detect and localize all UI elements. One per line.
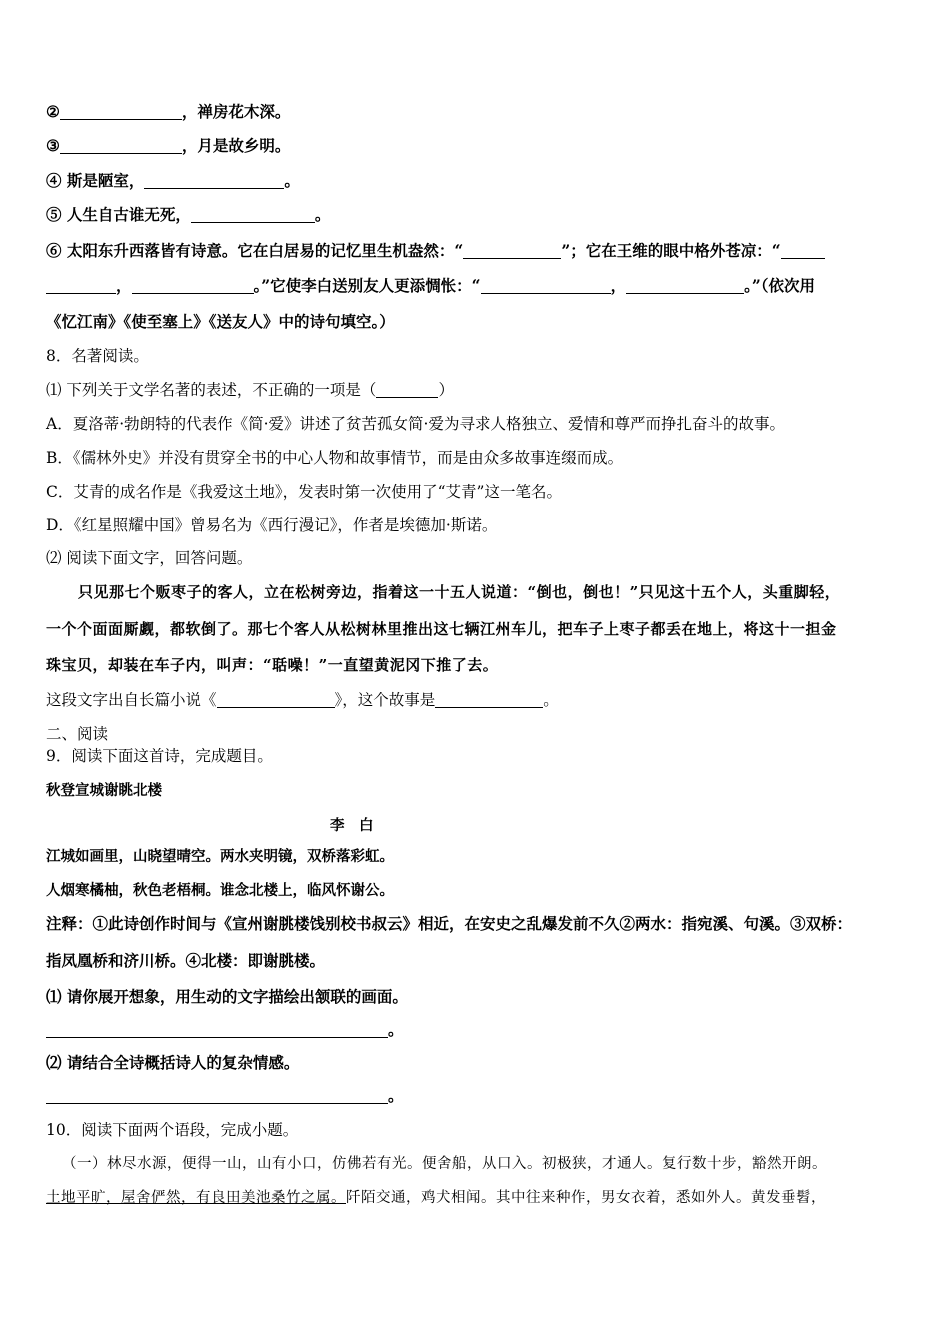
q8-option-b: B．《儒林外史》并没有贯穿全书的中心人物和故事情节，而是由众多故事连缀而成。 (46, 449, 624, 467)
answer-blank[interactable] (144, 172, 284, 189)
q7-item-6-line1 (46, 240, 825, 262)
q7-item-5 (46, 204, 330, 226)
q9-sub2: ⑵ 请结合全诗概括诗人的复杂情感。 (46, 1053, 300, 1072)
answer-blank[interactable] (60, 103, 182, 120)
q7-item-6-line3 (46, 311, 395, 333)
q7-item-6-line2 (46, 275, 815, 297)
q9-sub1: ⑴ 请你展开想象，用生动的文字描绘出颔联的画面。 (46, 987, 408, 1006)
answer-blank[interactable] (781, 242, 825, 259)
item-6-text-d: 。”（依次用 (744, 276, 816, 295)
item-3-number: ③ (46, 136, 60, 155)
poem-notes-2: 指凤凰桥和济川桥。④北楼：即谢朓楼。 (46, 951, 326, 970)
q9-answer-1 (46, 1019, 404, 1041)
item-5-text: ⑤ 人生自古谁无死， (46, 205, 191, 224)
item-4-text: ④ 斯是陋室， (46, 171, 145, 190)
q9-heading: 9．阅读下面这首诗，完成题目。 (46, 747, 273, 765)
answer-blank[interactable] (626, 277, 744, 294)
q8-option-c: C．艾青的成名作是《我爱这土地》，发表时第一次使用了“艾青”这一笔名。 (46, 483, 562, 501)
q10-heading: 10．阅读下面两个语段，完成小题。 (46, 1121, 299, 1139)
item-6-text-a: ⑥ 太阳东升西落皆有诗意。它在白居易的记忆里生机盎然：“ (46, 241, 464, 260)
q7-item-2 (46, 101, 290, 123)
answer-line[interactable] (46, 1087, 388, 1104)
answer-blank[interactable] (463, 242, 561, 259)
item-2-number: ② (46, 102, 60, 121)
poem-notes-1: 注释：①此诗创作时间与《宣州谢朓楼饯别校书叔云》相近，在安史之乱爆发前不久②两水：指宛溪、句溪。③双桥： (46, 914, 853, 933)
q8-fill-end: 。 (543, 691, 559, 709)
passage-line-2: 一个个面面厮觑，都软倒了。那七个客人从松树林里推出这七辆江州车儿，把车子上枣子都丢在地上，将这十一担金 (46, 620, 837, 638)
poem-line-1: 江城如画里，山晓望晴空。两水夹明镜，双桥落彩虹。 (46, 848, 394, 865)
q8-sub1-text: ⑴ 下列关于文学名著的表述，不正确的一项是（ (46, 381, 377, 399)
q7-item-3 (46, 135, 290, 157)
item-6-text-e: 《忆江南》《使至塞上》《送友人》中的诗句填空。） (46, 312, 395, 331)
poem-title: 秋登宣城谢眺北楼 (46, 782, 162, 799)
q8-option-a: A．夏洛蒂·勃朗特的代表作《简·爱》讲述了贫苦孤女简·爱为寻求人格独立、爱情和尊严而挣扎奋斗的故事。 (46, 415, 785, 433)
poem-author: 李 白 (330, 817, 374, 834)
q8-option-d: D．《红星照耀中国》曾易名为《西行漫记》，作者是埃德加·斯诺。 (46, 516, 498, 534)
item-6-comma-2: ， (610, 276, 627, 295)
q8-sub1-end: ） (438, 381, 454, 399)
item-5-end: 。 (314, 205, 331, 224)
answer-blank[interactable] (46, 277, 116, 294)
q7-item-4 (46, 170, 300, 192)
answer-blank[interactable] (376, 381, 438, 398)
poem-line-2: 人烟寒橘柚，秋色老梧桐。谁念北楼上，临风怀谢公。 (46, 882, 394, 899)
answer-blank[interactable] (435, 691, 543, 708)
answer-blank[interactable] (60, 137, 182, 154)
q8-fill-text: 这段文字出自长篇小说《 (46, 691, 217, 709)
answer-line[interactable] (46, 1021, 388, 1038)
underlined-sentence: 土地平旷，屋舍俨然，有良田美池桑竹之属。 (46, 1190, 346, 1206)
answer-blank[interactable] (481, 277, 611, 294)
item-2-text: ，禅房花木深。 (181, 102, 291, 121)
item-4-end: 。 (284, 171, 300, 190)
period: 。 (388, 1086, 404, 1105)
item-6-comma: ， (116, 276, 132, 295)
answer-blank[interactable] (217, 691, 335, 708)
q10-passage-line-2 (46, 1187, 826, 1209)
item-6-text-b: ”；它在王维的眼中格外苍凉：“ (561, 241, 781, 260)
item-6-text-c: 。”它使李白送别友人更添惆怅：“ (253, 276, 481, 295)
q8-heading: 8．名著阅读。 (46, 347, 149, 365)
answer-blank[interactable] (132, 277, 254, 294)
q8-fill-text-2: 》，这个故事是 (334, 691, 436, 709)
section-heading: 二、阅读 (46, 725, 109, 743)
period: 。 (388, 1020, 404, 1039)
item-3-text: ，月是故乡明。 (181, 136, 291, 155)
q8-sub1 (46, 379, 454, 401)
q8-sub2: ⑵ 阅读下面文字，回答问题。 (46, 549, 253, 567)
answer-blank[interactable] (191, 206, 315, 223)
q10-passage-line-1: （一）林尽水源，便得一山，山有小口，仿佛若有光。便舍船，从口入。初极狭，才通人。复行数十步，豁然开朗。 (62, 1156, 827, 1172)
passage-line-3: 珠宝贝，却装在车子内，叫声：“聒噪！”一直望黄泥冈下推了去。 (46, 656, 499, 674)
passage-rest: 阡陌交通，鸡犬相闻。其中往来种作，男女衣着，悉如外人。黄发垂髫， (346, 1190, 826, 1206)
passage-line-1: 只见那七个贩枣子的客人，立在松树旁边，指着这一十五人说道：“倒也，倒也！”只见这十五个人，头重脚轻， (78, 583, 841, 601)
q9-answer-2 (46, 1085, 404, 1107)
q8-fill (46, 689, 559, 711)
